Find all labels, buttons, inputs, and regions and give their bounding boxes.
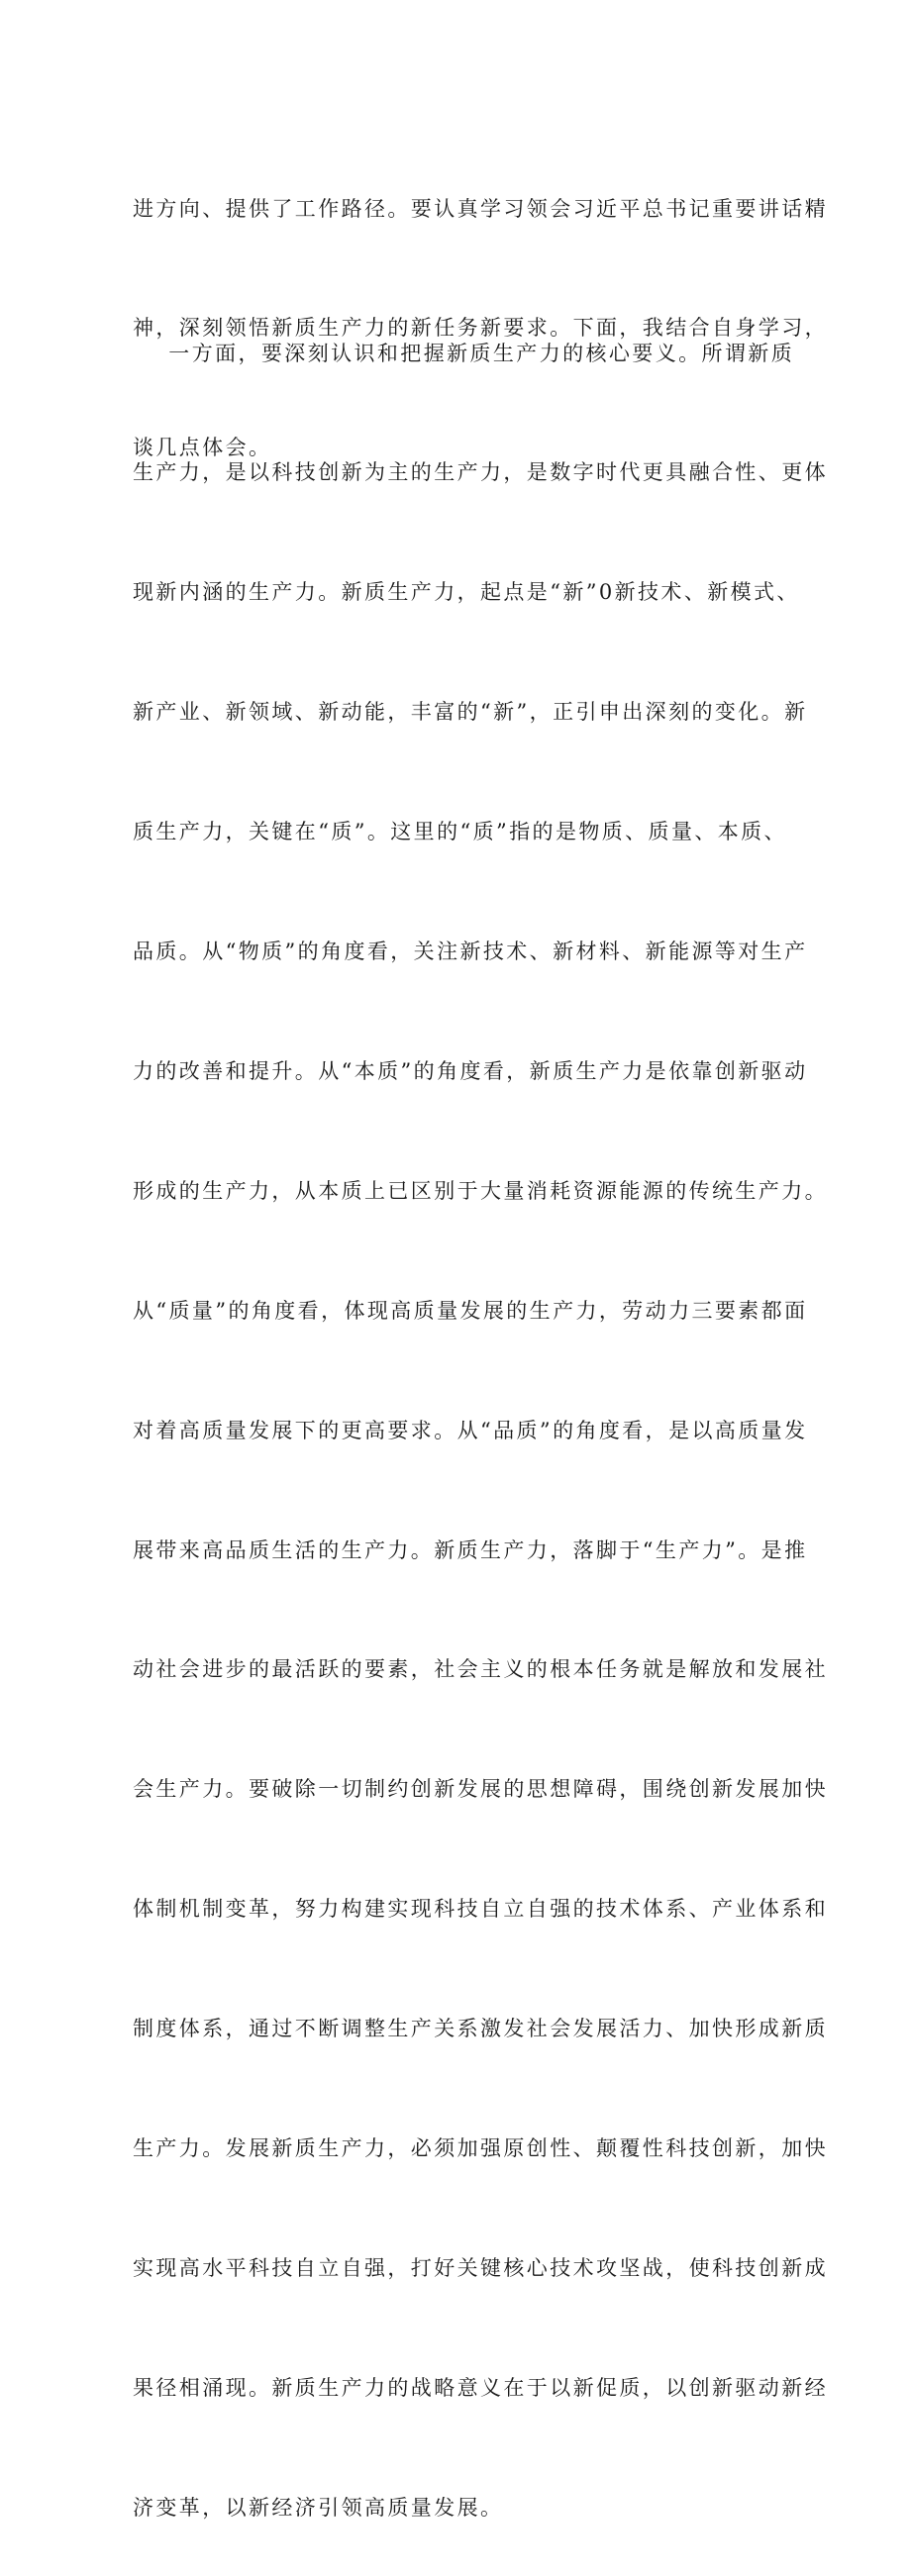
paragraph-1-line: 谈几点体会。 xyxy=(133,436,272,460)
paragraph-2-line: 生产力，是以科技创新为主的生产力，是数字时代更具融合性、更体 xyxy=(133,460,828,485)
paragraph-2 xyxy=(133,253,828,2576)
paragraph-2-line: 对着高质量发展下的更高要求。从“品质”的角度看，是以高质量发 xyxy=(133,1418,808,1442)
paragraph-1-line: 进方向、提供了工作路径。要认真学习领会习近平总书记重要讲话精 xyxy=(133,196,828,221)
paragraph-2-line: 现新内涵的生产力。新质生产力，起点是“新”0新技术、新模式、 xyxy=(133,580,800,605)
paragraph-2-line: 一方面，要深刻认识和把握新质生产力的核心要义。所谓新质 xyxy=(133,341,795,365)
paragraph-2-line: 实现高水平科技自立自强，打好关键核心技术攻坚战，使科技创新成 xyxy=(133,2255,828,2280)
paragraph-2-line: 生产力。发展新质生产力，必须加强原创性、颠覆性科技创新，加快 xyxy=(133,2135,828,2160)
paragraph-2-line: 果径相涌现。新质生产力的战略意义在于以新促质，以创新驱动新经 xyxy=(133,2375,828,2400)
paragraph-2-line: 动社会进步的最活跃的要素，社会主义的根本任务就是解放和发展社 xyxy=(133,1657,828,1682)
paragraph-2-line: 质生产力，关键在“质”。这里的“质”指的是物质、质量、本质、 xyxy=(133,820,787,844)
paragraph-2-line: 从“质量”的角度看，体现高质量发展的生产力，劳动力三要素都面 xyxy=(133,1298,808,1323)
paragraph-2-line: 会生产力。要破除一切制约创新发展的思想障碍，围绕创新发展加快 xyxy=(133,1777,828,1802)
paragraph-2-line: 力的改善和提升。从“本质”的角度看，新质生产力是依靠创新驱动 xyxy=(133,1058,808,1083)
paragraph-2-line: 体制机制变革，努力构建实现科技自立自强的技术体系、产业体系和 xyxy=(133,1897,828,1922)
paragraph-2-line: 制度体系，通过不断调整生产关系激发社会发展活力、加快形成新质 xyxy=(133,2017,828,2041)
paragraph-2-line: 新产业、新领域、新动能，丰富的“新”，正引申出深刻的变化。新 xyxy=(133,700,808,725)
paragraph-2-line: 展带来高品质生活的生产力。新质生产力，落脚于“生产力”。是推 xyxy=(133,1537,808,1562)
paragraph-2-line: 形成的生产力，从本质上已区别于大量消耗资源能源的传统生产力。 xyxy=(133,1178,828,1203)
paragraph-2-line: 品质。从“物质”的角度看，关注新技术、新材料、新能源等对生产 xyxy=(133,940,808,964)
paragraph-1-line: 神，深刻领悟新质生产力的新任务新要求。下面，我结合自身学习， xyxy=(133,316,828,341)
paragraph-2-line: 济变革，以新经济引领高质量发展。 xyxy=(133,2495,504,2520)
